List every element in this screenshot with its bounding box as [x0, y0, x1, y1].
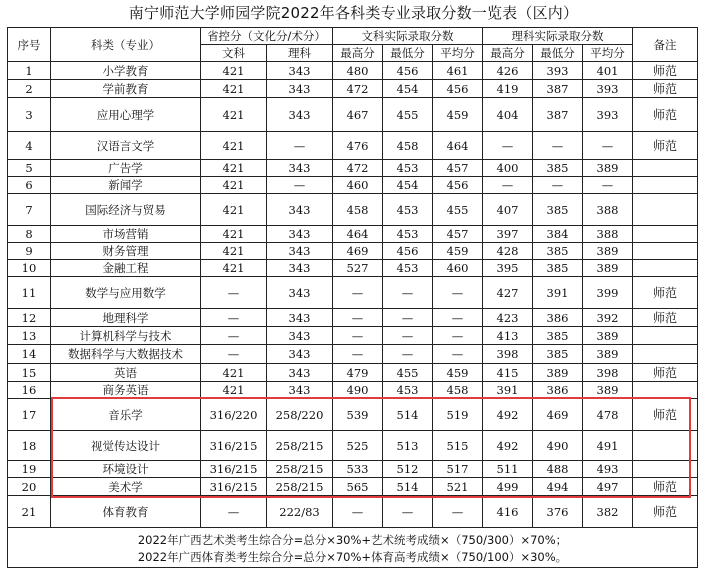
cell-wen-avg: 515: [433, 431, 483, 461]
table-row: [8, 431, 698, 461]
cell-seq: 17: [8, 399, 51, 431]
table-row: [8, 160, 698, 177]
cell-wen-avg: —: [433, 327, 483, 345]
cell-li-min: 384: [533, 226, 583, 243]
cell-li-avg: 389: [583, 345, 633, 364]
cell-remark: 师范: [633, 277, 698, 309]
note-art: 2022年广西艺术类考生综合分=总分×30%+艺术统考成绩×（750/300）×70%；: [137, 532, 568, 547]
cell-control-wen: —: [201, 327, 267, 345]
cell-control-li: 258/215: [267, 461, 333, 478]
cell-li-min: 387: [533, 98, 583, 132]
cell-remark: [633, 160, 698, 177]
cell-wen-avg: 457: [433, 160, 483, 177]
cell-wen-avg: —: [433, 309, 483, 327]
cell-wen-min: 513: [383, 431, 433, 461]
table-row: [8, 226, 698, 243]
table-row: [8, 277, 698, 309]
cell-control-li: 343: [267, 309, 333, 327]
cell-remark: 师范: [633, 364, 698, 382]
cell-major: 应用心理学: [51, 98, 201, 132]
cell-wen-min: —: [383, 309, 433, 327]
cell-seq: 1: [8, 62, 51, 80]
cell-wen-min: —: [383, 496, 433, 528]
cell-li-min: 393: [533, 62, 583, 80]
header-control-li: 理科: [267, 45, 333, 62]
cell-li-min: 391: [533, 277, 583, 309]
cell-major: 音乐学: [51, 399, 201, 431]
cell-control-li: 343: [267, 277, 333, 309]
cell-wen-avg: 521: [433, 478, 483, 496]
cell-major: 数学与应用数学: [51, 277, 201, 309]
cell-seq: 15: [8, 364, 51, 382]
cell-li-max: 416: [483, 496, 533, 528]
table-row: [8, 194, 698, 226]
cell-wen-max: 525: [333, 431, 383, 461]
table-row: [8, 364, 698, 382]
cell-wen-max: 460: [333, 177, 383, 194]
header-major: 科类（专业）: [51, 28, 201, 62]
cell-li-avg: 389: [583, 243, 633, 260]
cell-seq: 11: [8, 277, 51, 309]
table-row: [8, 80, 698, 98]
cell-seq: 20: [8, 478, 51, 496]
cell-wen-avg: 455: [433, 194, 483, 226]
cell-control-li: 343: [267, 80, 333, 98]
cell-wen-avg: 460: [433, 260, 483, 277]
cell-wen-avg: 459: [433, 98, 483, 132]
cell-wen-max: 565: [333, 478, 383, 496]
cell-li-avg: 393: [583, 80, 633, 98]
cell-wen-max: 458: [333, 194, 383, 226]
cell-wen-avg: 459: [433, 364, 483, 382]
cell-wen-min: —: [383, 345, 433, 364]
cell-remark: 师范: [633, 478, 698, 496]
cell-li-max: 426: [483, 62, 533, 80]
cell-li-avg: —: [583, 177, 633, 194]
cell-li-min: 385: [533, 345, 583, 364]
cell-control-wen: 421: [201, 382, 267, 399]
header-control-wen: 文科: [201, 45, 267, 62]
cell-li-avg: 389: [583, 160, 633, 177]
cell-wen-min: 454: [383, 177, 433, 194]
cell-seq: 16: [8, 382, 51, 399]
cell-control-li: —: [267, 132, 333, 160]
cell-wen-avg: 459: [433, 243, 483, 260]
cell-wen-max: 467: [333, 98, 383, 132]
cell-li-max: 511: [483, 461, 533, 478]
table-body: [8, 62, 698, 528]
cell-li-avg: —: [583, 132, 633, 160]
cell-remark: [633, 382, 698, 399]
note-sport: 2022年广西体育类考生综合分=总分×70%+体育高考成绩×（750/100）×30%。: [137, 549, 568, 564]
cell-wen-avg: 458: [433, 382, 483, 399]
cell-remark: [633, 243, 698, 260]
cell-li-min: 376: [533, 496, 583, 528]
cell-li-min: 385: [533, 260, 583, 277]
cell-control-li: 258/215: [267, 431, 333, 461]
cell-control-wen: 316/215: [201, 461, 267, 478]
header-li-actual: 理科实际录取分数: [483, 28, 633, 45]
cell-li-avg: 382: [583, 496, 633, 528]
cell-remark: [633, 226, 698, 243]
cell-major: 环境设计: [51, 461, 201, 478]
cell-wen-max: —: [333, 327, 383, 345]
header-li-avg: 平均分: [583, 45, 633, 62]
cell-li-avg: 388: [583, 194, 633, 226]
table-footer-notes: [8, 528, 698, 568]
cell-wen-max: 464: [333, 226, 383, 243]
cell-seq: 14: [8, 345, 51, 364]
cell-control-li: 343: [267, 226, 333, 243]
cell-major: 汉语言文学: [51, 132, 201, 160]
cell-control-li: 343: [267, 382, 333, 399]
header-remark: 备注: [633, 28, 698, 62]
cell-major: 新闻学: [51, 177, 201, 194]
header-wen-avg: 平均分: [433, 45, 483, 62]
cell-wen-min: —: [383, 327, 433, 345]
cell-remark: [633, 327, 698, 345]
cell-li-min: 385: [533, 327, 583, 345]
cell-wen-max: 527: [333, 260, 383, 277]
cell-seq: 6: [8, 177, 51, 194]
cell-control-wen: —: [201, 277, 267, 309]
cell-remark: [633, 431, 698, 461]
cell-control-li: 343: [267, 243, 333, 260]
cell-wen-avg: 456: [433, 80, 483, 98]
table-row: [8, 327, 698, 345]
cell-wen-min: 453: [383, 160, 433, 177]
table-row: [8, 345, 698, 364]
cell-control-li: 343: [267, 194, 333, 226]
cell-li-min: 387: [533, 80, 583, 98]
cell-li-max: 415: [483, 364, 533, 382]
cell-li-avg: 478: [583, 399, 633, 431]
cell-wen-max: —: [333, 277, 383, 309]
cell-li-avg: 399: [583, 277, 633, 309]
table-row: [8, 399, 698, 431]
cell-wen-max: 472: [333, 160, 383, 177]
cell-li-max: 423: [483, 309, 533, 327]
cell-remark: 师范: [633, 309, 698, 327]
cell-wen-max: —: [333, 496, 383, 528]
cell-control-wen: 421: [201, 260, 267, 277]
cell-li-min: 385: [533, 243, 583, 260]
cell-seq: 2: [8, 80, 51, 98]
cell-control-wen: 421: [201, 226, 267, 243]
cell-li-min: 386: [533, 309, 583, 327]
cell-li-avg: 389: [583, 327, 633, 345]
cell-wen-min: 456: [383, 62, 433, 80]
cell-seq: 10: [8, 260, 51, 277]
cell-wen-avg: 519: [433, 399, 483, 431]
cell-wen-min: 453: [383, 226, 433, 243]
cell-li-min: 488: [533, 461, 583, 478]
cell-control-wen: 316/220: [201, 399, 267, 431]
cell-wen-max: 476: [333, 132, 383, 160]
cell-control-wen: 421: [201, 364, 267, 382]
cell-control-li: 258/215: [267, 478, 333, 496]
table-row: [8, 478, 698, 496]
cell-wen-max: 479: [333, 364, 383, 382]
cell-major: 国际经济与贸易: [51, 194, 201, 226]
cell-seq: 18: [8, 431, 51, 461]
cell-wen-min: 458: [383, 132, 433, 160]
cell-control-wen: —: [201, 309, 267, 327]
cell-major: 学前教育: [51, 80, 201, 98]
cell-li-max: 395: [483, 260, 533, 277]
cell-li-max: 400: [483, 160, 533, 177]
cell-li-avg: 398: [583, 364, 633, 382]
header-control-score: 省控分（文化分/术分）: [201, 28, 333, 45]
cell-control-li: 343: [267, 98, 333, 132]
table-row: [8, 309, 698, 327]
cell-control-wen: —: [201, 345, 267, 364]
cell-wen-max: 480: [333, 62, 383, 80]
cell-major: 英语: [51, 364, 201, 382]
cell-control-li: 343: [267, 260, 333, 277]
cell-wen-min: 456: [383, 243, 433, 260]
cell-major: 美术学: [51, 478, 201, 496]
table-row: [8, 260, 698, 277]
table-row: [8, 382, 698, 399]
cell-major: 小学教育: [51, 62, 201, 80]
cell-li-avg: 493: [583, 461, 633, 478]
cell-remark: [633, 345, 698, 364]
cell-li-max: 391: [483, 382, 533, 399]
cell-seq: 13: [8, 327, 51, 345]
cell-li-avg: 491: [583, 431, 633, 461]
header-li-min: 最低分: [533, 45, 583, 62]
cell-li-avg: 401: [583, 62, 633, 80]
cell-major: 商务英语: [51, 382, 201, 399]
cell-wen-max: 533: [333, 461, 383, 478]
cell-wen-avg: —: [433, 496, 483, 528]
cell-li-max: —: [483, 177, 533, 194]
table-row: [8, 98, 698, 132]
cell-seq: 7: [8, 194, 51, 226]
cell-wen-min: 512: [383, 461, 433, 478]
cell-control-li: 222/83: [267, 496, 333, 528]
cell-wen-avg: —: [433, 277, 483, 309]
cell-wen-min: 455: [383, 98, 433, 132]
cell-wen-avg: 457: [433, 226, 483, 243]
cell-control-wen: 316/215: [201, 431, 267, 461]
cell-wen-avg: —: [433, 345, 483, 364]
cell-control-wen: 421: [201, 194, 267, 226]
cell-wen-min: 453: [383, 194, 433, 226]
table-row: [8, 132, 698, 160]
cell-li-avg: 497: [583, 478, 633, 496]
cell-seq: 21: [8, 496, 51, 528]
cell-major: 地理科学: [51, 309, 201, 327]
admission-score-table: [7, 27, 698, 568]
cell-li-max: —: [483, 132, 533, 160]
cell-seq: 12: [8, 309, 51, 327]
table-header: [8, 28, 698, 62]
cell-wen-min: 453: [383, 382, 433, 399]
cell-control-wen: 421: [201, 160, 267, 177]
cell-wen-min: 455: [383, 364, 433, 382]
cell-remark: 师范: [633, 496, 698, 528]
cell-control-wen: 421: [201, 132, 267, 160]
header-wen-actual: 文科实际录取分数: [333, 28, 483, 45]
cell-control-wen: 421: [201, 177, 267, 194]
cell-li-max: 419: [483, 80, 533, 98]
cell-major: 视觉传达设计: [51, 431, 201, 461]
cell-control-wen: 421: [201, 62, 267, 80]
cell-li-min: 469: [533, 399, 583, 431]
cell-li-min: 494: [533, 478, 583, 496]
cell-li-min: 389: [533, 364, 583, 382]
cell-seq: 9: [8, 243, 51, 260]
cell-li-min: 385: [533, 160, 583, 177]
cell-control-li: 258/220: [267, 399, 333, 431]
cell-major: 数据科学与大数据技术: [51, 345, 201, 364]
cell-control-li: 343: [267, 327, 333, 345]
cell-control-wen: —: [201, 496, 267, 528]
cell-wen-min: 514: [383, 478, 433, 496]
cell-major: 计算机科学与技术: [51, 327, 201, 345]
cell-control-wen: 316/215: [201, 478, 267, 496]
cell-remark: [633, 461, 698, 478]
cell-seq: 5: [8, 160, 51, 177]
table-row: [8, 243, 698, 260]
cell-wen-max: —: [333, 345, 383, 364]
cell-control-li: 343: [267, 345, 333, 364]
cell-li-max: 492: [483, 399, 533, 431]
cell-li-max: 427: [483, 277, 533, 309]
cell-li-max: 499: [483, 478, 533, 496]
cell-wen-min: 514: [383, 399, 433, 431]
cell-li-min: —: [533, 132, 583, 160]
cell-wen-avg: 464: [433, 132, 483, 160]
cell-wen-min: —: [383, 277, 433, 309]
cell-remark: [633, 260, 698, 277]
cell-seq: 19: [8, 461, 51, 478]
cell-li-max: 407: [483, 194, 533, 226]
cell-li-max: 398: [483, 345, 533, 364]
cell-li-max: 413: [483, 327, 533, 345]
cell-remark: [633, 177, 698, 194]
cell-control-li: 343: [267, 364, 333, 382]
cell-remark: 师范: [633, 132, 698, 160]
cell-wen-min: 453: [383, 260, 433, 277]
cell-li-avg: 392: [583, 309, 633, 327]
cell-seq: 4: [8, 132, 51, 160]
cell-wen-max: 490: [333, 382, 383, 399]
cell-wen-max: 469: [333, 243, 383, 260]
cell-major: 财务管理: [51, 243, 201, 260]
cell-li-avg: 389: [583, 382, 633, 399]
cell-wen-min: 454: [383, 80, 433, 98]
header-seq: 序号: [8, 28, 51, 62]
cell-seq: 8: [8, 226, 51, 243]
cell-li-avg: 388: [583, 226, 633, 243]
cell-major: 市场营销: [51, 226, 201, 243]
cell-control-li: —: [267, 177, 333, 194]
cell-control-wen: 421: [201, 98, 267, 132]
cell-control-wen: 421: [201, 80, 267, 98]
cell-wen-max: 539: [333, 399, 383, 431]
cell-seq: 3: [8, 98, 51, 132]
cell-control-li: 343: [267, 62, 333, 80]
cell-control-li: 343: [267, 160, 333, 177]
cell-wen-avg: 517: [433, 461, 483, 478]
cell-remark: 师范: [633, 399, 698, 431]
cell-remark: 师范: [633, 98, 698, 132]
header-wen-min: 最低分: [383, 45, 433, 62]
table-row: [8, 62, 698, 80]
cell-li-max: 492: [483, 431, 533, 461]
cell-remark: [633, 194, 698, 226]
cell-wen-max: —: [333, 309, 383, 327]
cell-li-min: —: [533, 177, 583, 194]
cell-li-avg: 389: [583, 260, 633, 277]
cell-li-min: 386: [533, 382, 583, 399]
cell-major: 金融工程: [51, 260, 201, 277]
cell-li-max: 428: [483, 243, 533, 260]
cell-control-wen: 421: [201, 243, 267, 260]
table-row: [8, 177, 698, 194]
header-wen-max: 最高分: [333, 45, 383, 62]
cell-wen-max: 472: [333, 80, 383, 98]
cell-li-max: 397: [483, 226, 533, 243]
cell-wen-avg: 461: [433, 62, 483, 80]
cell-li-min: 490: [533, 431, 583, 461]
cell-remark: 师范: [633, 62, 698, 80]
table-row: [8, 496, 698, 528]
table-row: [8, 461, 698, 478]
cell-wen-avg: 456: [433, 177, 483, 194]
cell-major: 体育教育: [51, 496, 201, 528]
page-title: 南宁师范大学师园学院2022年各科类专业录取分数一览表（区内）: [128, 4, 579, 22]
cell-remark: 师范: [633, 80, 698, 98]
cell-li-avg: 393: [583, 98, 633, 132]
cell-li-max: 404: [483, 98, 533, 132]
cell-major: 广告学: [51, 160, 201, 177]
header-li-max: 最高分: [483, 45, 533, 62]
cell-li-min: 385: [533, 194, 583, 226]
